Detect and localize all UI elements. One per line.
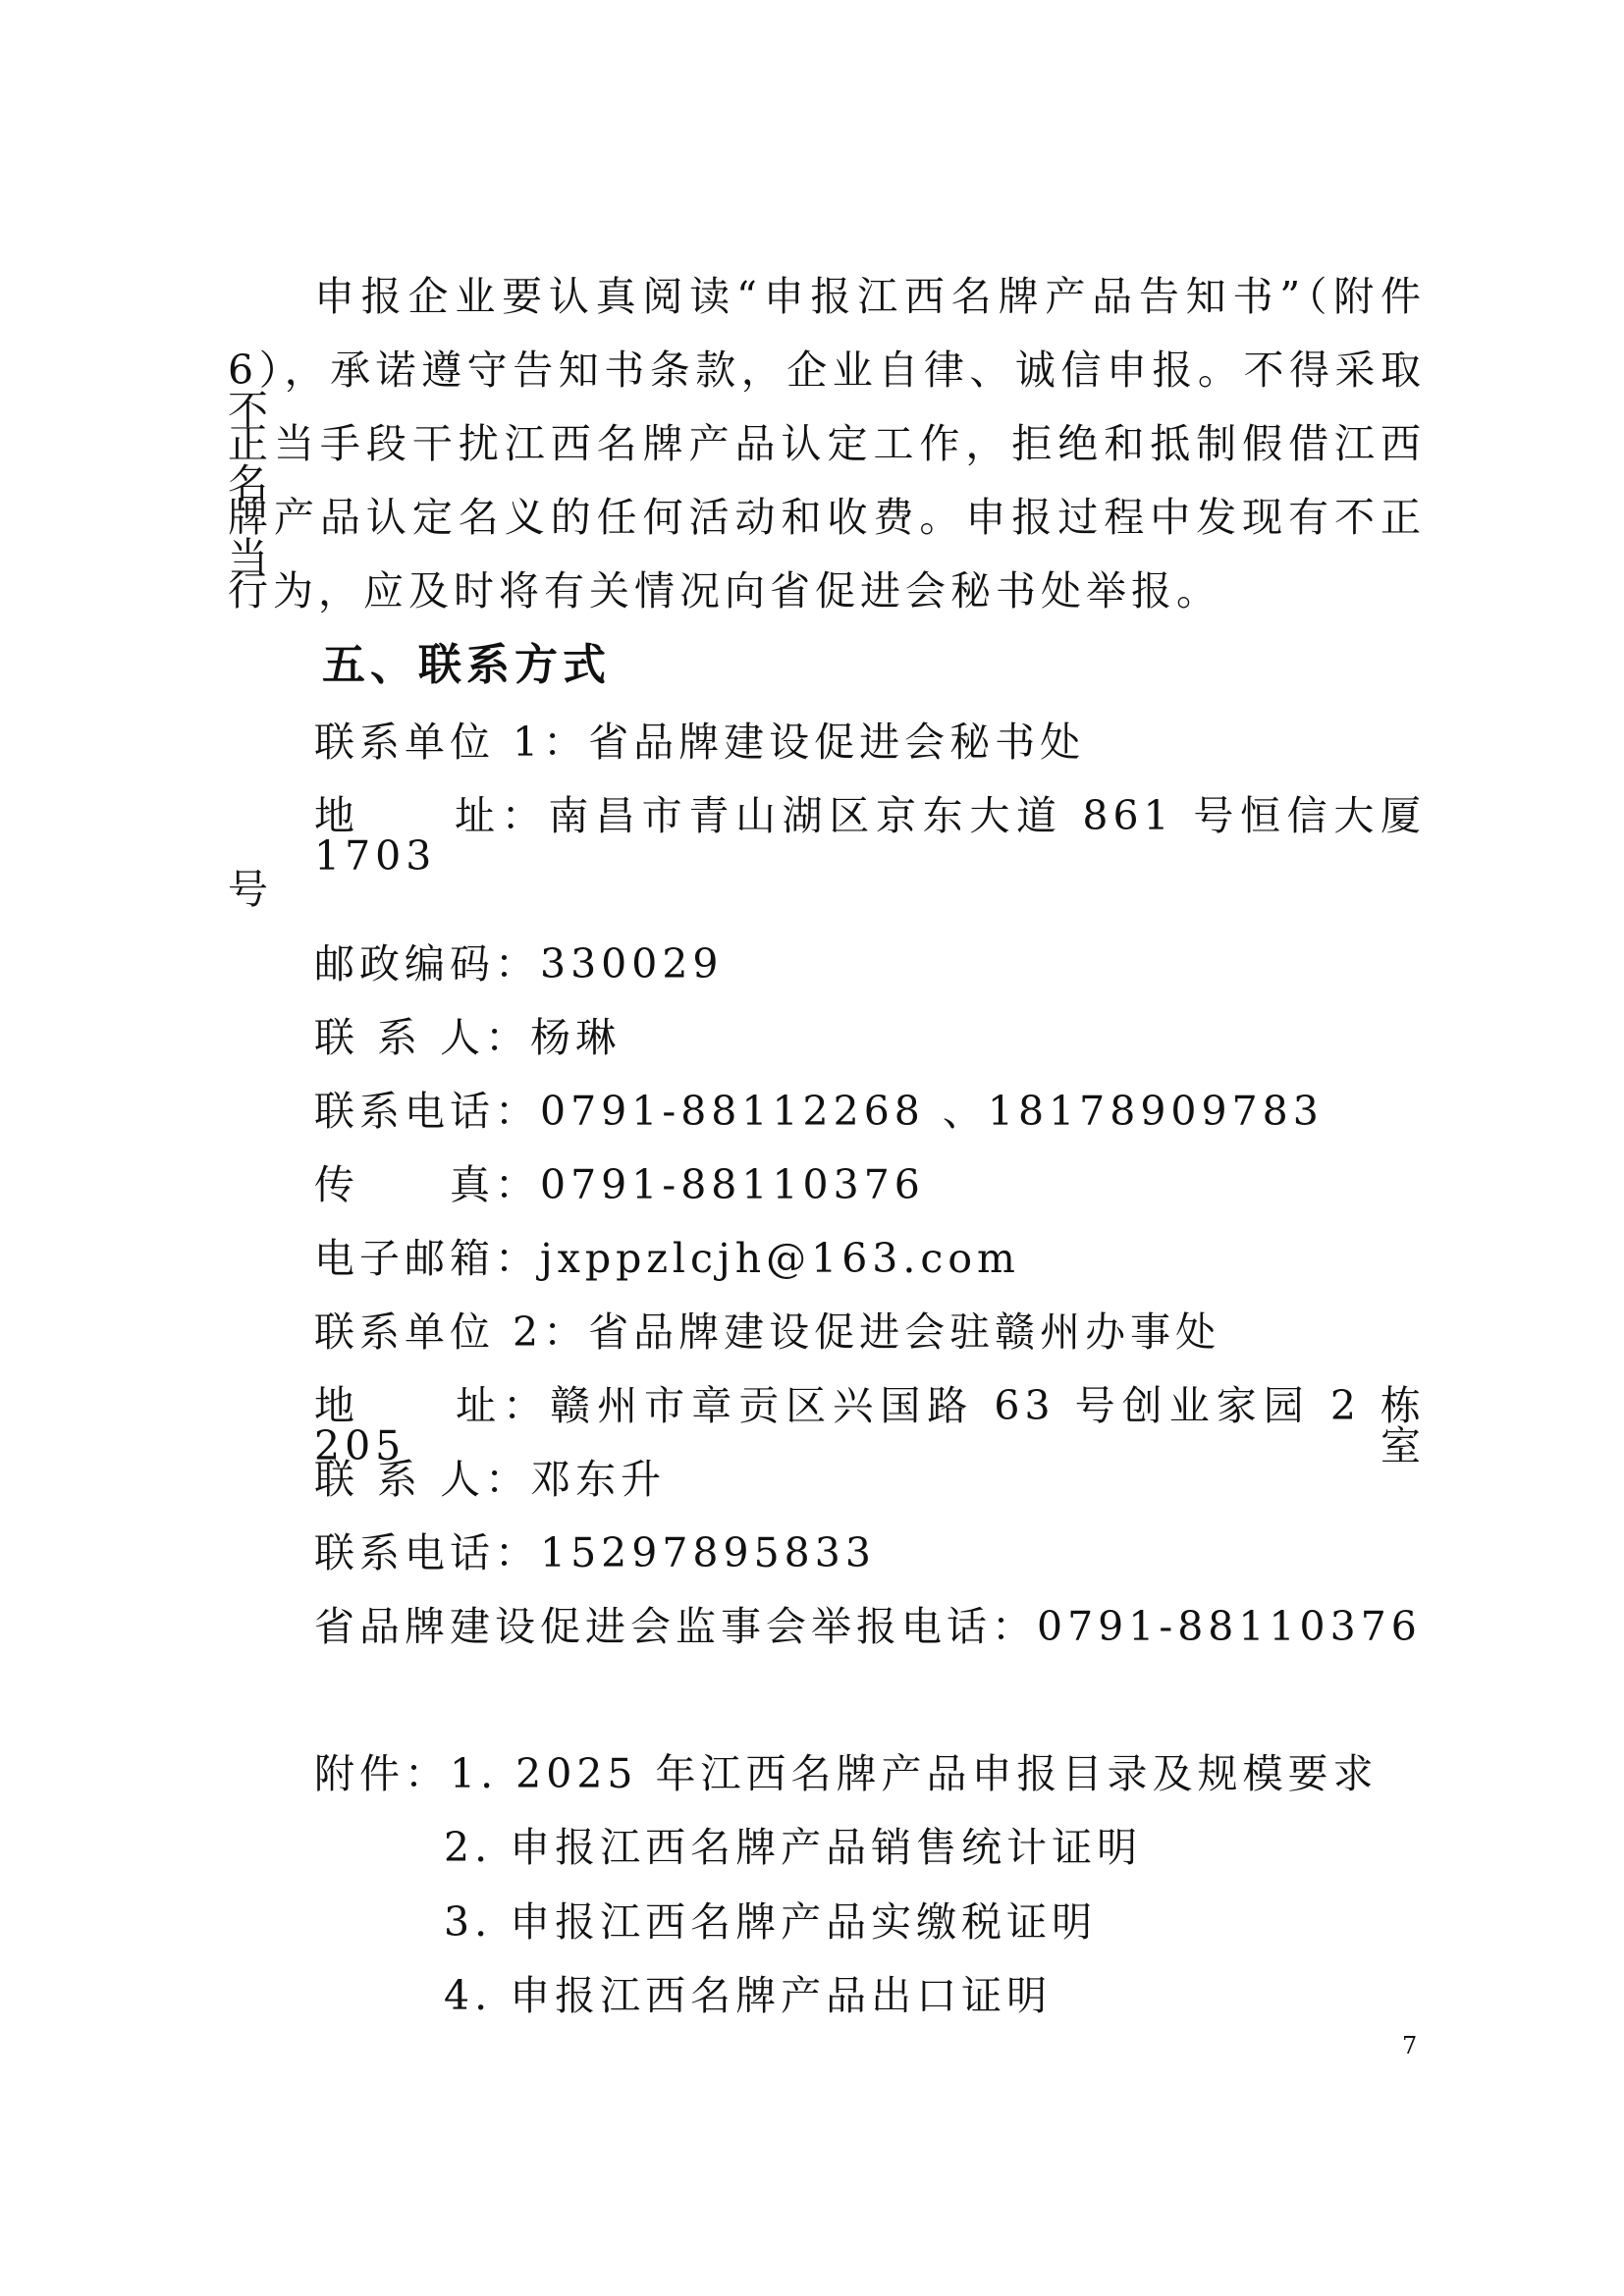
- attachment-item-3: 3. 申报江西名牌产品实缴税证明: [444, 1898, 1098, 1946]
- paragraph-line: 行为，应及时将有关情况向省促进会秘书处举报。: [228, 567, 1221, 614]
- contact-fax: 传 真：0791-88110376: [314, 1161, 925, 1208]
- paragraph-line: 申报企业要认真阅读“申报江西名牌产品告知书”（附件: [314, 273, 1426, 320]
- contact-unit-1: 联系单位 1：省品牌建设促进会秘书处: [314, 719, 1086, 766]
- attachment-item-4: 4. 申报江西名牌产品出口证明: [444, 1972, 1053, 2019]
- paragraph-line: 6），承诺遵守告知书条款，企业自律、诚信申报。不得采取不: [228, 347, 1426, 434]
- paragraph-line: 牌产品认定名义的任何活动和收费。申报过程中发现有不正当: [228, 494, 1426, 581]
- contact-unit-2: 联系单位 2：省品牌建设促进会驻赣州办事处: [314, 1308, 1221, 1356]
- page-number: 7: [1402, 2032, 1418, 2059]
- contact-person-2: 联 系 人：邓东升: [314, 1456, 667, 1503]
- contact-email: 电子邮箱：jxppzlcjh@163.com: [314, 1235, 1020, 1282]
- contact-postcode: 邮政编码：330029: [314, 940, 724, 988]
- contact-address-1: 地 址：南昌市青山湖区京东大道 861 号恒信大厦 1703: [314, 792, 1426, 880]
- contact-phone-2: 联系电话：15297895833: [314, 1529, 876, 1576]
- contact-address-1-cont: 号: [228, 866, 273, 913]
- contact-address-2: 地 址：赣州市章贡区兴国路 63 号创业家园 2 栋 205 室: [314, 1382, 1426, 1469]
- attachment-item-2: 2. 申报江西名牌产品销售统计证明: [444, 1824, 1143, 1871]
- report-phone: 省品牌建设促进会监事会举报电话：0791-88110376: [314, 1603, 1422, 1650]
- paragraph-line: 正当手段干扰江西名牌产品认定工作，拒绝和抵制假借江西名: [228, 420, 1426, 507]
- contact-phone-1: 联系电话：0791-88112268 、18178909783: [314, 1088, 1324, 1135]
- section-heading: 五、联系方式: [322, 640, 611, 690]
- attachment-item-1: 附件：1. 2025 年江西名牌产品申报目录及规模要求: [314, 1750, 1379, 1797]
- contact-person-1: 联 系 人：杨琳: [314, 1014, 622, 1061]
